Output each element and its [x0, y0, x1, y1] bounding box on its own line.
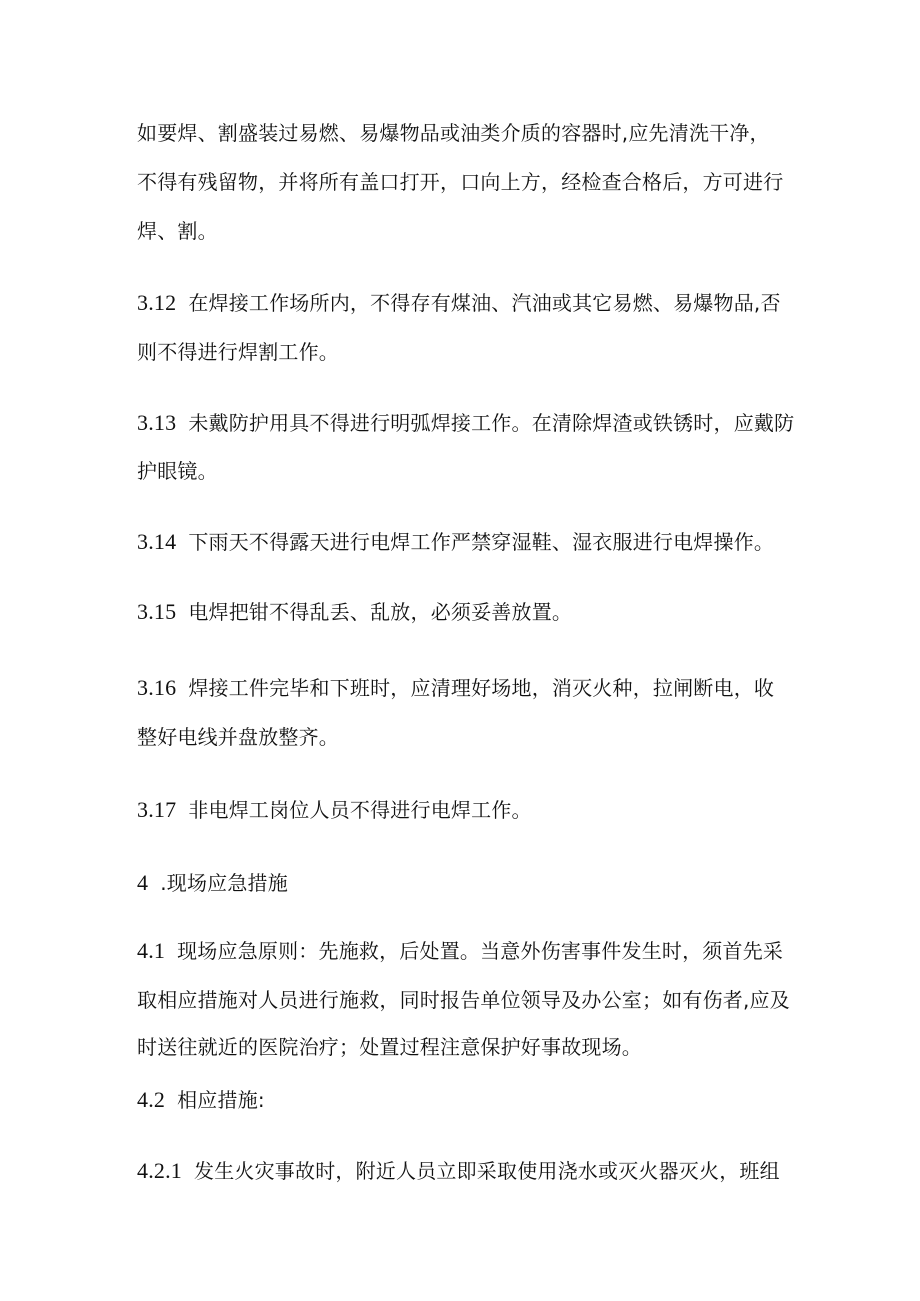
section-number: 4 — [137, 870, 149, 895]
text: 焊、割。 — [137, 219, 218, 243]
text: 在焊接工作场所内，不得存有煤油、汽油或其它易燃、易爆物品,否 — [188, 291, 781, 315]
section-4-2-heading — [137, 1086, 265, 1114]
section-number: 4.1 — [137, 938, 166, 963]
text: 电焊把钳不得乱丢、乱放，必须妥善放置。 — [188, 600, 573, 624]
section-title: .现场应急措施 — [160, 871, 288, 895]
section-4-heading — [137, 869, 288, 897]
section-3-15-line-1 — [137, 598, 572, 626]
section-number: 3.16 — [137, 675, 177, 700]
text: 不得有残留物，并将所有盖口打开，口向上方，经检查合格后，方可进行 — [137, 170, 784, 194]
section-3-13-line-1 — [137, 409, 794, 437]
text: 整好电线并盘放整齐。 — [137, 725, 339, 749]
paragraph-intro-line-3 — [137, 217, 218, 245]
section-4-1-line-2 — [137, 986, 790, 1014]
text: 非电焊工岗位人员不得进行电焊工作。 — [188, 798, 532, 822]
section-3-12-line-1 — [137, 289, 781, 317]
text: 时送往就近的医院治疗；处置过程注意保护好事故现场。 — [137, 1035, 642, 1059]
section-3-13-line-2 — [137, 457, 218, 485]
section-number: 3.15 — [137, 599, 177, 624]
text: 护眼镜。 — [137, 459, 218, 483]
paragraph-intro-line-2 — [137, 168, 783, 196]
section-number: 4.2 — [137, 1087, 166, 1112]
section-number: 3.17 — [137, 797, 177, 822]
section-3-12-line-2 — [137, 338, 339, 366]
section-number: 3.13 — [137, 410, 177, 435]
section-title: 相应措施: — [177, 1088, 265, 1112]
section-number: 3.14 — [137, 529, 177, 554]
paragraph-intro-line-1 — [137, 119, 770, 147]
section-3-17-line-1 — [137, 796, 532, 824]
text: 下雨天不得露天进行电焊工作严禁穿湿鞋、湿衣服进行电焊操作。 — [188, 530, 775, 554]
section-4-2-1-line-1 — [137, 1157, 780, 1185]
section-4-1-line-3 — [137, 1033, 642, 1061]
section-number: 4.2.1 — [137, 1158, 182, 1183]
section-3-16-line-2 — [137, 723, 339, 751]
text: 发生火灾事故时，附近人员立即采取使用浇水或灭火器灭火，班组 — [194, 1159, 780, 1183]
section-3-16-line-1 — [137, 674, 774, 702]
text: 取相应措施对人员进行施救，同时报告单位领导及办公室；如有伤者,应及 — [137, 988, 790, 1012]
section-3-14-line-1 — [137, 528, 774, 556]
section-number: 3.12 — [137, 290, 177, 315]
section-4-1-line-1 — [137, 937, 783, 965]
text: 现场应急原则：先施救，后处置。当意外伤害事件发生时，须首先采 — [177, 939, 784, 963]
text: 焊接工件完毕和下班时，应清理好场地，消灭火种，拉闸断电，收 — [188, 676, 775, 700]
text: 如要焊、割盛装过易燃、易爆物品或油类介质的容器时,应先清洗干净， — [137, 121, 770, 145]
text: 则不得进行焊割工作。 — [137, 340, 339, 364]
text: 未戴防护用具不得进行明弧焊接工作。在清除焊渣或铁锈时，应戴防 — [188, 411, 795, 435]
